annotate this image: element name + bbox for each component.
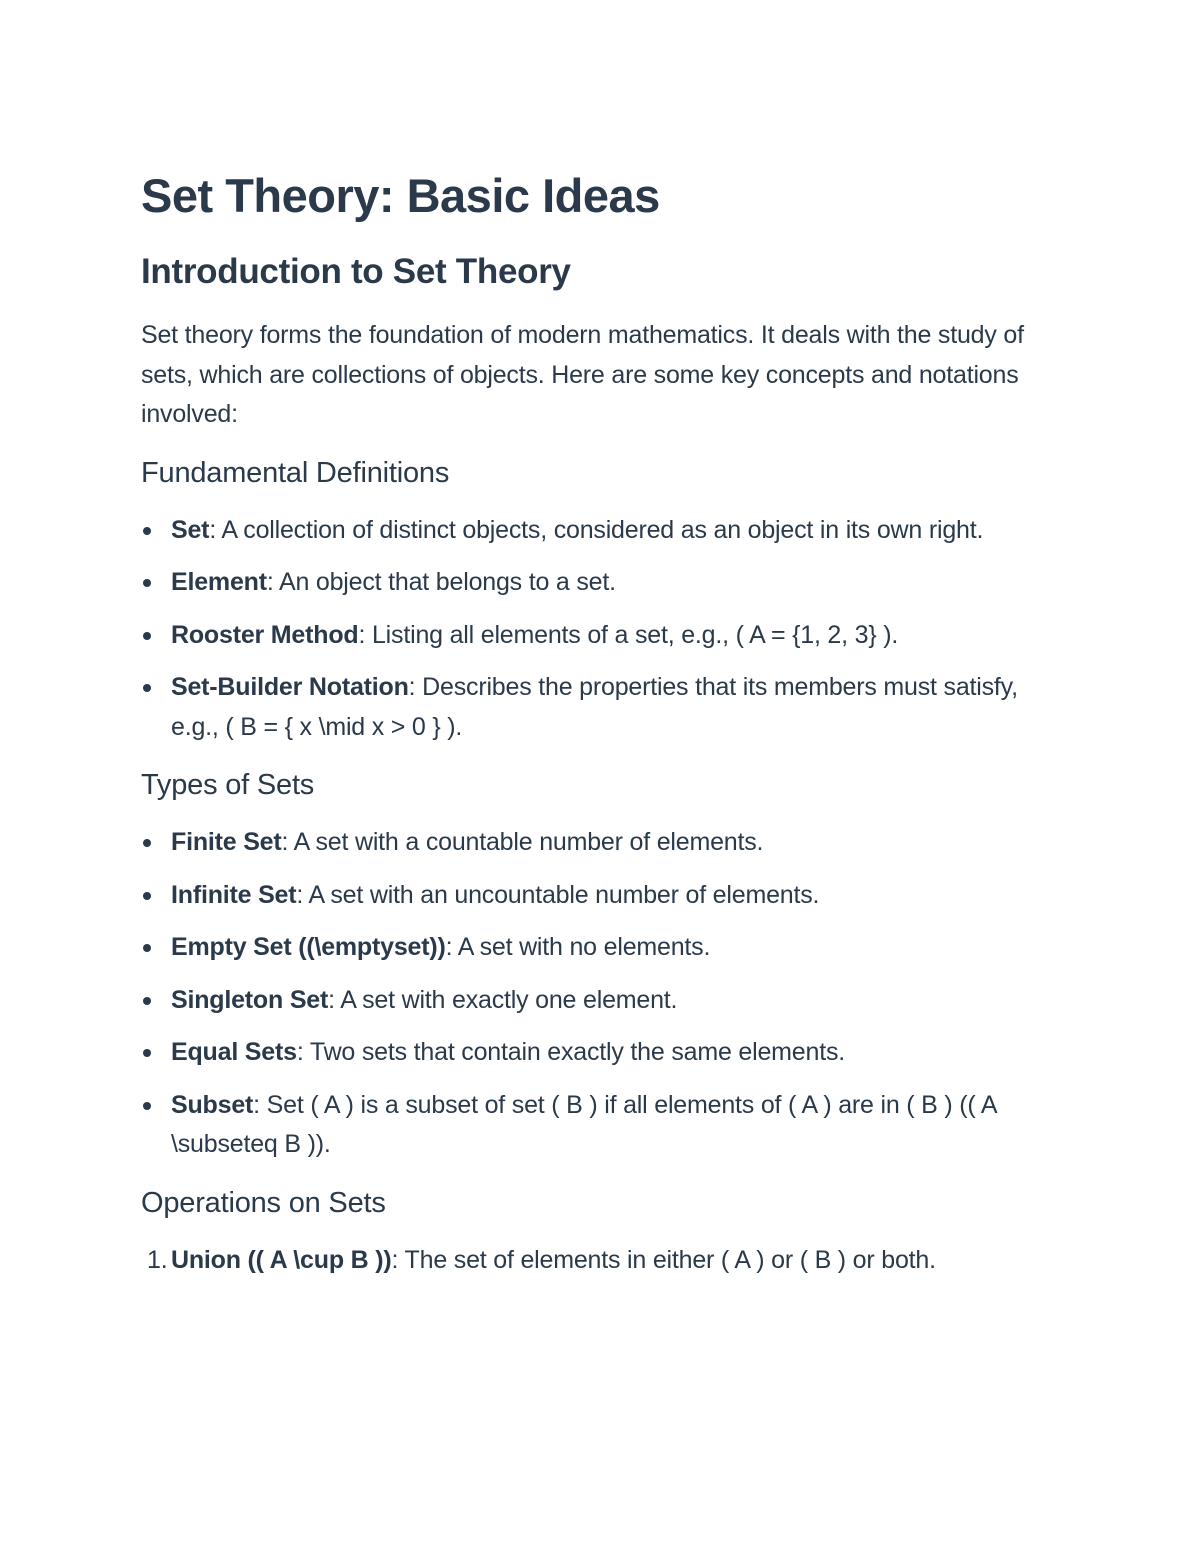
list-item	[141, 1241, 1061, 1281]
term-label: Set	[171, 515, 210, 544]
bullet-icon	[143, 632, 151, 640]
term-separator: :	[266, 568, 274, 596]
types-of-sets-heading: Types of Sets	[141, 769, 315, 801]
bullet-icon	[143, 527, 151, 535]
types-of-sets-list	[141, 823, 1061, 1165]
term-separator: :	[408, 673, 416, 701]
term-label: Empty Set ((\emptyset))	[171, 933, 446, 961]
list-item	[141, 823, 1061, 863]
term-separator: :	[445, 933, 453, 961]
term-label: Rooster Method	[171, 620, 359, 649]
list-item	[141, 511, 1061, 551]
list-number: 1.	[147, 1245, 168, 1274]
definition-text: Set ( A ) is a subset of set ( B ) if all elements of ( A ) are in ( B ) (( A \subseteq B )).	[171, 1090, 996, 1158]
term-label: Subset	[171, 1090, 254, 1119]
bullet-icon	[143, 1049, 151, 1057]
list-item	[141, 668, 1061, 747]
list-item	[141, 981, 1061, 1021]
list-item	[141, 1033, 1061, 1073]
definition-text: A set with exactly one element.	[334, 985, 678, 1014]
term-label: Infinite Set	[171, 880, 297, 909]
term-label: Equal Sets	[171, 1038, 297, 1066]
bullet-icon	[143, 892, 151, 900]
term-separator: :	[209, 515, 217, 544]
bullet-icon	[143, 944, 151, 952]
bullet-icon	[143, 839, 151, 847]
term-label: Singleton Set	[171, 985, 329, 1014]
term-separator: :	[358, 620, 366, 649]
definition-text: A set with no elements.	[452, 933, 711, 961]
operations-on-sets-heading: Operations on Sets	[141, 1186, 386, 1219]
term-separator: :	[391, 1245, 399, 1274]
bullet-icon	[143, 579, 151, 587]
section-title: Introduction to Set Theory	[141, 252, 571, 291]
term-separator: :	[328, 985, 335, 1014]
term-label: Set-Builder Notation	[171, 673, 409, 701]
list-item	[141, 876, 1061, 916]
fundamental-definitions-list	[141, 511, 1061, 748]
definition-text: Describes the properties that its members must satisfy, e.g., ( B = { x \mid x > 0 } ).	[171, 673, 1018, 741]
document-page	[141, 160, 1061, 1280]
bullet-icon	[143, 1102, 151, 1110]
list-item	[141, 563, 1061, 603]
term-separator: :	[296, 1038, 304, 1066]
operations-on-sets-list	[141, 1241, 1061, 1281]
definition-text: A collection of distinct objects, considered as an object in its own right.	[216, 515, 984, 544]
definition-text: Listing all elements of a set, e.g., ( A = {1, 2, 3} ).	[365, 620, 899, 649]
term-label: Union (( A \cup B ))	[171, 1245, 392, 1274]
term-label: Finite Set	[171, 828, 282, 856]
definition-text: A set with an uncountable number of elements.	[303, 880, 820, 909]
definition-text: A set with a countable number of elements.	[288, 828, 764, 856]
intro-paragraph: Set theory forms the foundation of modern mathematics. It deals with the study of sets, which are collections of objects. Here are some key concepts and notations involved:	[141, 321, 1024, 428]
definition-text: An object that belongs to a set.	[273, 568, 616, 596]
term-separator: :	[296, 880, 304, 909]
term-separator: :	[253, 1090, 260, 1119]
definition-text: The set of elements in either ( A ) or ( B ) or both.	[398, 1245, 936, 1274]
page-title: Set Theory: Basic Ideas	[141, 169, 660, 222]
fundamental-definitions-heading: Fundamental Definitions	[141, 456, 450, 489]
term-separator: :	[281, 828, 289, 856]
bullet-icon	[143, 684, 151, 692]
term-label: Element	[171, 568, 267, 596]
bullet-icon	[143, 997, 151, 1005]
list-item	[141, 928, 1061, 968]
definition-text: Two sets that contain exactly the same elements.	[303, 1038, 845, 1066]
list-item	[141, 1086, 1061, 1165]
list-item	[141, 616, 1061, 656]
